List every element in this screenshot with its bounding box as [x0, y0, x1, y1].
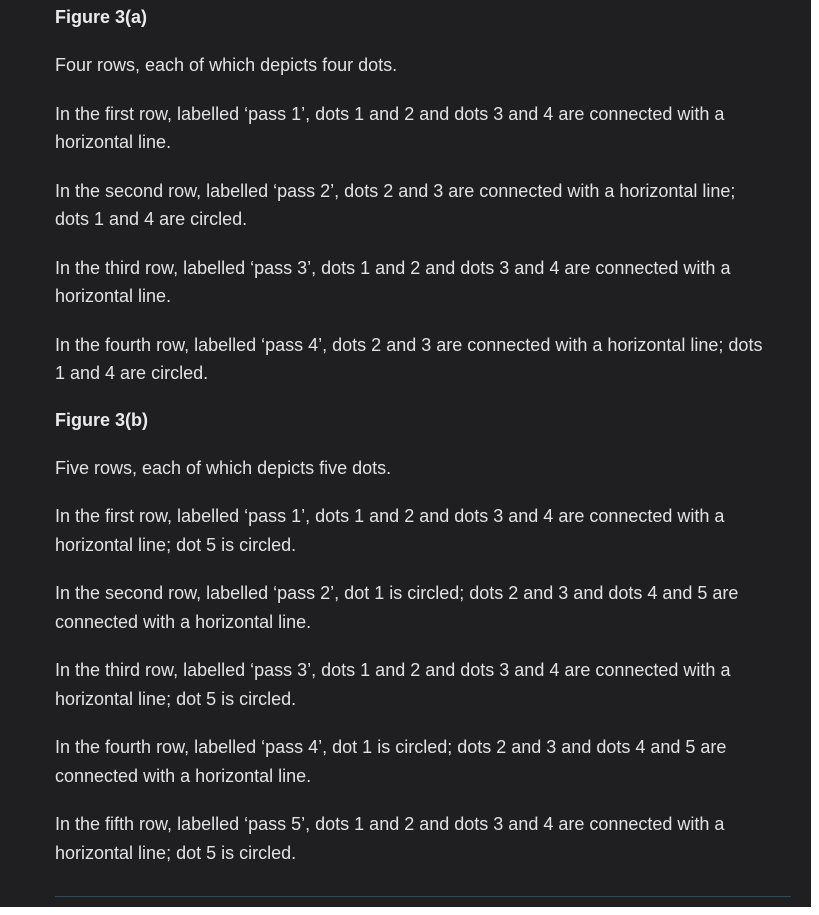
figure-3b-row-4: In the fourth row, labelled ‘pass 4’, dot 1 is circled; dots 2 and 3 and dots 4 and 5 are connected with a horizontal line. [55, 737, 727, 786]
figure-3a-row-4: In the fourth row, labelled ‘pass 4’, dots 2 and 3 are connected with a horizontal line; dots 1 and 4 are circled. [55, 334, 763, 383]
figure-3a-row-2: In the second row, labelled ‘pass 2’, dots 2 and 3 are connected with a horizontal line; dots 1 and 4 are circled. [55, 180, 736, 229]
figure-3a-heading: Figure 3(a) [55, 7, 148, 27]
figure-3a-row-1: In the first row, labelled ‘pass 1’, dots 1 and 2 and dots 3 and 4 are connected with a horizontal line. [55, 103, 725, 152]
figure-3b-row-1: In the first row, labelled ‘pass 1’, dots 1 and 2 and dots 3 and 4 are connected with a horizontal line; dot 5 is circled. [55, 506, 725, 555]
figure-3b-summary: Five rows, each of which depicts five dots. [55, 457, 392, 478]
section-divider [55, 896, 791, 897]
figure-3a-section [55, 3, 771, 388]
figure-3b-section [55, 406, 771, 868]
figure-3b-row-3: In the third row, labelled ‘pass 3’, dots 1 and 2 and dots 3 and 4 are connected with a horizontal line; dot 5 is circled. [55, 660, 731, 709]
figure-3b-row-5: In the fifth row, labelled ‘pass 5’, dots 1 and 2 and dots 3 and 4 are connected with a horizontal line; dot 5 is circled. [55, 814, 725, 863]
figure-3a-summary: Four rows, each of which depicts four dots. [55, 55, 398, 75]
figure-3a-row-3: In the third row, labelled ‘pass 3’, dots 1 and 2 and dots 3 and 4 are connected with a horizontal line. [55, 257, 731, 306]
figure-3b-row-2: In the second row, labelled ‘pass 2’, dot 1 is circled; dots 2 and 3 and dots 4 and 5 are connected with a horizontal line. [55, 583, 739, 632]
figure-3b-heading: Figure 3(b) [55, 409, 148, 430]
